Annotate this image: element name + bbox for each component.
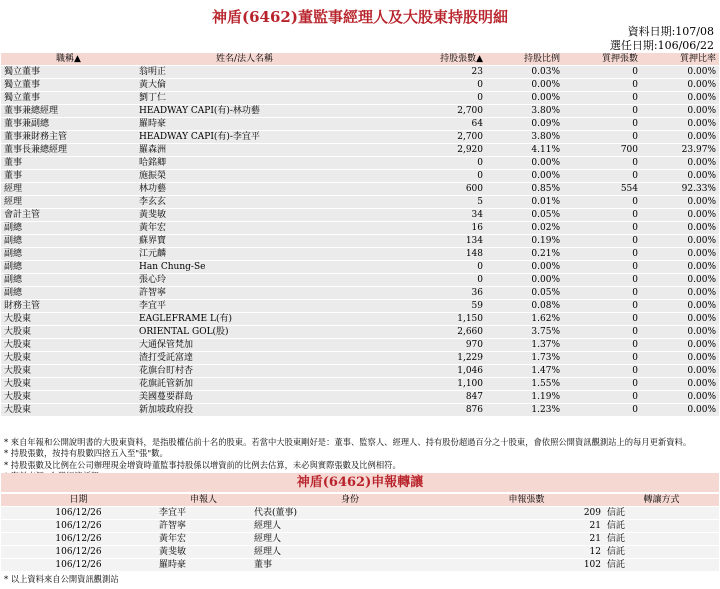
transfer-header-row: [1, 494, 719, 506]
holding-row: [1, 79, 719, 91]
title-cell: 副總: [1, 248, 136, 260]
pledge-shares-cell: 0: [563, 365, 641, 377]
identity-cell: 董事: [251, 559, 449, 571]
shares-cell: 0: [353, 261, 486, 273]
ratio-cell: 0.03%: [486, 66, 563, 78]
pledge-shares-cell: 0: [563, 79, 641, 91]
pledge-ratio-cell: 0.00%: [641, 105, 719, 117]
name-cell: 施振榮: [136, 170, 353, 182]
title-cell: 董事兼財務主管: [1, 131, 136, 143]
date-cell: 106/12/26: [1, 546, 156, 558]
shares-cell: 23: [353, 66, 486, 78]
holding-row: [1, 313, 719, 325]
pledge-shares-cell: 0: [563, 339, 641, 351]
pledge-ratio-cell: 0.00%: [641, 222, 719, 234]
note-item: * 持股張數及比例在公司辦理現金增資時董監事持股係以增資前的比例去估算，未必與實際張數及比例相符。: [4, 459, 401, 470]
pledge-ratio-cell: 0.00%: [641, 79, 719, 91]
pledge-ratio-cell: 0.00%: [641, 235, 719, 247]
pledge-ratio-cell: 0.00%: [641, 274, 719, 286]
holding-row: [1, 235, 719, 247]
holding-row: [1, 196, 719, 208]
note-item: * 來自年報和公開說明書的大股東資料，是指股權佔前十名的股東。若當中大股東剛好是：董事、監察人、經理人、持有股份超過百分之十股東，會依照公開資訊觀測站上的每月更新資料。: [4, 437, 692, 447]
name-cell: ORIENTAL GOL(股): [136, 326, 353, 338]
shares-cell: 59: [353, 300, 486, 312]
pledge-ratio-cell: 0.00%: [641, 196, 719, 208]
pledge-shares-cell: 0: [563, 209, 641, 221]
title-cell: 經理: [1, 196, 136, 208]
pledge-shares-cell: 0: [563, 235, 641, 247]
title-cell: 大股東: [1, 352, 136, 364]
pledge-ratio-header: 質押比率: [641, 53, 719, 65]
transfer-row: [1, 559, 719, 571]
holding-row: [1, 105, 719, 117]
title-cell: 董事兼總經理: [1, 105, 136, 117]
pledge-shares-cell: 0: [563, 196, 641, 208]
ratio-header: 持股比例: [486, 53, 563, 65]
shares-cell: 64: [353, 118, 486, 130]
shares-cell: 600: [353, 183, 486, 195]
holding-row: [1, 170, 719, 182]
shares-cell: 1,229: [353, 352, 486, 364]
shares-cell: 2,700: [353, 105, 486, 117]
ratio-cell: 0.09%: [486, 118, 563, 130]
ratio-cell: 1.37%: [486, 339, 563, 351]
pledge-shares-cell: 0: [563, 352, 641, 364]
pledge-ratio-cell: 0.00%: [641, 261, 719, 273]
name-cell: 蘇界寶: [136, 235, 353, 247]
ratio-cell: 0.00%: [486, 170, 563, 182]
transfer-row: [1, 520, 719, 532]
name-cell: 江元麟: [136, 248, 353, 260]
title-cell: 獨立董事: [1, 79, 136, 91]
holding-row: [1, 248, 719, 260]
shares-cell: 134: [353, 235, 486, 247]
pledge-shares-cell: 0: [563, 300, 641, 312]
ratio-cell: 0.85%: [486, 183, 563, 195]
title-cell: 大股東: [1, 378, 136, 390]
title-cell: 經理: [1, 183, 136, 195]
shares-cell: 847: [353, 391, 486, 403]
name-cell: 渣打受託富達: [136, 352, 353, 364]
ratio-cell: 0.05%: [486, 287, 563, 299]
title-cell: 副總: [1, 222, 136, 234]
ratio-cell: 0.21%: [486, 248, 563, 260]
page-title: 神盾(6462)董監事經理人及大股東持股明細: [212, 8, 508, 26]
ratio-cell: 1.62%: [486, 313, 563, 325]
ratio-cell: 0.00%: [486, 79, 563, 91]
name-cell: 翁明正: [136, 66, 353, 78]
name-cell: 許智寧: [136, 287, 353, 299]
holding-row: [1, 131, 719, 143]
name-cell: 林功藝: [136, 183, 353, 195]
ratio-cell: 0.01%: [486, 196, 563, 208]
pledge-ratio-cell: 0.00%: [641, 300, 719, 312]
title-cell: 副總: [1, 235, 136, 247]
pledge-ratio-cell: 0.00%: [641, 209, 719, 221]
name-cell: 花旗託管新加: [136, 378, 353, 390]
pledge-shares-cell: 0: [563, 248, 641, 260]
title-cell: 大股東: [1, 313, 136, 325]
transfer-footnote: * 以上資料來自公開資訊觀測站: [4, 574, 119, 584]
sort-title-header[interactable]: 職稱▲: [1, 53, 136, 65]
name-cell: 李玄玄: [136, 196, 353, 208]
shares-cell: 1,150: [353, 313, 486, 325]
data-date: 資料日期:107/08: [627, 25, 714, 38]
name-cell: 羅森洲: [136, 144, 353, 156]
title-cell: 獨立董事: [1, 92, 136, 104]
shares-cell: 2,700: [353, 131, 486, 143]
transfer-method-cell: 信託: [604, 533, 719, 545]
pledge-shares-cell: 0: [563, 313, 641, 325]
reporter-cell: 李宜平: [156, 507, 251, 519]
shares-cell: 0: [353, 92, 486, 104]
shares-cell: 34: [353, 209, 486, 221]
name-cell: 哈銘卿: [136, 157, 353, 169]
reported-shares-cell: 209: [449, 507, 604, 519]
pledge-shares-cell: 0: [563, 170, 641, 182]
title-cell: 大股東: [1, 365, 136, 377]
holding-row: [1, 274, 719, 286]
transfer-row: [1, 507, 719, 519]
ratio-cell: 3.80%: [486, 105, 563, 117]
reporter-cell: 許智寧: [156, 520, 251, 532]
transfer-title: 神盾(6462)申報轉讓: [1, 473, 719, 492]
reported-shares-cell: 21: [449, 533, 604, 545]
pledge-ratio-cell: 0.00%: [641, 378, 719, 390]
shares-cell: 0: [353, 79, 486, 91]
pledge-ratio-cell: 0.00%: [641, 131, 719, 143]
name-cell: HEADWAY CAPI(有)-林功藝: [136, 105, 353, 117]
name-cell: 美國蔓要群島: [136, 391, 353, 403]
pledge-ratio-cell: 0.00%: [641, 92, 719, 104]
ratio-cell: 0.08%: [486, 300, 563, 312]
identity-cell: 經理人: [251, 520, 449, 532]
ratio-cell: 1.73%: [486, 352, 563, 364]
name-header: 姓名/法人名稱: [136, 53, 353, 65]
name-cell: HEADWAY CAPI(有)-李宜平: [136, 131, 353, 143]
name-cell: 黃斐敏: [136, 209, 353, 221]
shares-cell: 148: [353, 248, 486, 260]
ratio-cell: 0.00%: [486, 157, 563, 169]
transfer-method-cell: 信託: [604, 520, 719, 532]
pledge-shares-cell: 700: [563, 144, 641, 156]
pledge-ratio-cell: 0.00%: [641, 66, 719, 78]
holding-row: [1, 183, 719, 195]
reported-shares-cell: 12: [449, 546, 604, 558]
name-cell: 羅時豪: [136, 118, 353, 130]
shares-cell: 0: [353, 274, 486, 286]
title-cell: 董事: [1, 157, 136, 169]
date-cell: 106/12/26: [1, 520, 156, 532]
holding-row: [1, 404, 719, 416]
holding-row: [1, 209, 719, 221]
transfer-row: [1, 546, 719, 558]
title-cell: 董事長兼總經理: [1, 144, 136, 156]
name-cell: 劉丁仁: [136, 92, 353, 104]
pledge-ratio-cell: 0.00%: [641, 404, 719, 416]
holding-row: [1, 261, 719, 273]
identity-header: 身份: [251, 494, 449, 506]
pledge-shares-cell: 0: [563, 404, 641, 416]
reported-shares-cell: 21: [449, 520, 604, 532]
sort-shares-header[interactable]: 持股張數▲: [353, 53, 486, 65]
ratio-cell: 0.00%: [486, 92, 563, 104]
transfer-row: [1, 533, 719, 545]
ratio-cell: 3.75%: [486, 326, 563, 338]
pledge-shares-cell: 0: [563, 131, 641, 143]
ratio-cell: 1.19%: [486, 391, 563, 403]
transfer-method-cell: 信託: [604, 559, 719, 571]
pledge-ratio-cell: 0.00%: [641, 287, 719, 299]
ratio-cell: 1.23%: [486, 404, 563, 416]
ratio-cell: 0.02%: [486, 222, 563, 234]
pledge-ratio-cell: 0.00%: [641, 157, 719, 169]
title-cell: 董事兼副總: [1, 118, 136, 130]
name-cell: 花旗台盯村杏: [136, 365, 353, 377]
pledge-ratio-cell: 0.00%: [641, 391, 719, 403]
pledge-shares-cell: 0: [563, 118, 641, 130]
name-cell: 大通保管梵加: [136, 339, 353, 351]
note-item: * 持股張數，按持有股數四捨五入至"張"數。: [4, 448, 168, 459]
shares-cell: 1,046: [353, 365, 486, 377]
shares-cell: 876: [353, 404, 486, 416]
pledge-shares-cell: 0: [563, 391, 641, 403]
holding-row: [1, 365, 719, 377]
pledge-shares-cell: 0: [563, 274, 641, 286]
name-cell: 張心玲: [136, 274, 353, 286]
pledge-ratio-cell: 92.33%: [641, 183, 719, 195]
title-cell: 副總: [1, 274, 136, 286]
name-cell: EAGLEFRAME L(有): [136, 313, 353, 325]
pledge-ratio-cell: 0.00%: [641, 248, 719, 260]
reporter-cell: 羅時豪: [156, 559, 251, 571]
ratio-cell: 0.00%: [486, 274, 563, 286]
pledge-ratio-cell: 0.00%: [641, 326, 719, 338]
pledge-ratio-cell: 0.00%: [641, 365, 719, 377]
holding-row: [1, 144, 719, 156]
holdings-header-row: [1, 53, 719, 65]
shares-cell: 0: [353, 170, 486, 182]
ratio-cell: 4.11%: [486, 144, 563, 156]
holding-row: [1, 326, 719, 338]
pledge-shares-cell: 0: [563, 105, 641, 117]
title-cell: 大股東: [1, 404, 136, 416]
holding-row: [1, 157, 719, 169]
title-cell: 董事: [1, 170, 136, 182]
date-header: 日期: [1, 494, 156, 506]
holding-row: [1, 378, 719, 390]
holding-row: [1, 300, 719, 312]
title-cell: 大股東: [1, 326, 136, 338]
pledge-shares-cell: 0: [563, 261, 641, 273]
pledge-shares-cell: 0: [563, 222, 641, 234]
shares-cell: 2,660: [353, 326, 486, 338]
shares-cell: 36: [353, 287, 486, 299]
shares-cell: 970: [353, 339, 486, 351]
title-cell: 會計主管: [1, 209, 136, 221]
pledge-ratio-cell: 0.00%: [641, 313, 719, 325]
shares-cell: 0: [353, 157, 486, 169]
shares-cell: 2,920: [353, 144, 486, 156]
identity-cell: 代表(董事): [251, 507, 449, 519]
name-cell: Han Chung-Se: [136, 261, 353, 273]
title-cell: 大股東: [1, 339, 136, 351]
reported-shares-header: 申報張數: [449, 494, 604, 506]
name-cell: 黃年宏: [136, 222, 353, 234]
ratio-cell: 0.05%: [486, 209, 563, 221]
identity-cell: 經理人: [251, 533, 449, 545]
title-cell: 副總: [1, 287, 136, 299]
transfer-method-cell: 信託: [604, 546, 719, 558]
date-cell: 106/12/26: [1, 559, 156, 571]
shares-cell: 16: [353, 222, 486, 234]
holding-row: [1, 352, 719, 364]
holding-row: [1, 222, 719, 234]
pledge-shares-cell: 554: [563, 183, 641, 195]
pledge-ratio-cell: 0.00%: [641, 339, 719, 351]
ratio-cell: 0.00%: [486, 261, 563, 273]
holding-row: [1, 339, 719, 351]
ratio-cell: 3.80%: [486, 131, 563, 143]
date-cell: 106/12/26: [1, 507, 156, 519]
name-cell: 黃大倫: [136, 79, 353, 91]
pledge-shares-cell: 0: [563, 378, 641, 390]
pledge-shares-cell: 0: [563, 92, 641, 104]
name-cell: 李宜平: [136, 300, 353, 312]
pledge-ratio-cell: 0.00%: [641, 352, 719, 364]
ratio-cell: 0.19%: [486, 235, 563, 247]
date-cell: 106/12/26: [1, 533, 156, 545]
pledge-shares-cell: 0: [563, 287, 641, 299]
reporter-cell: 黃年宏: [156, 533, 251, 545]
holding-row: [1, 287, 719, 299]
ratio-cell: 1.55%: [486, 378, 563, 390]
title-cell: 獨立董事: [1, 66, 136, 78]
pledge-shares-header: 質押張數: [563, 53, 641, 65]
transfer-method-cell: 信託: [604, 507, 719, 519]
holding-row: [1, 66, 719, 78]
pledge-ratio-cell: 23.97%: [641, 144, 719, 156]
reported-shares-cell: 102: [449, 559, 604, 571]
holding-row: [1, 391, 719, 403]
name-cell: 新加坡政府投: [136, 404, 353, 416]
pledge-ratio-cell: 0.00%: [641, 118, 719, 130]
pledge-shares-cell: 0: [563, 66, 641, 78]
pledge-shares-cell: 0: [563, 326, 641, 338]
election-date: 選任日期:106/06/22: [609, 39, 714, 52]
title-cell: 副總: [1, 261, 136, 273]
reporter-header: 申報人: [156, 494, 251, 506]
pledge-shares-cell: 0: [563, 157, 641, 169]
identity-cell: 經理人: [251, 546, 449, 558]
title-cell: 財務主管: [1, 300, 136, 312]
transfer-method-header: 轉讓方式: [604, 494, 719, 506]
shares-cell: 1,100: [353, 378, 486, 390]
ratio-cell: 1.47%: [486, 365, 563, 377]
holdings-table: [1, 52, 719, 417]
pledge-ratio-cell: 0.00%: [641, 170, 719, 182]
holding-row: [1, 118, 719, 130]
transfer-table: [1, 493, 719, 572]
shares-cell: 5: [353, 196, 486, 208]
title-cell: 大股東: [1, 391, 136, 403]
reporter-cell: 黃斐敏: [156, 546, 251, 558]
holding-row: [1, 92, 719, 104]
